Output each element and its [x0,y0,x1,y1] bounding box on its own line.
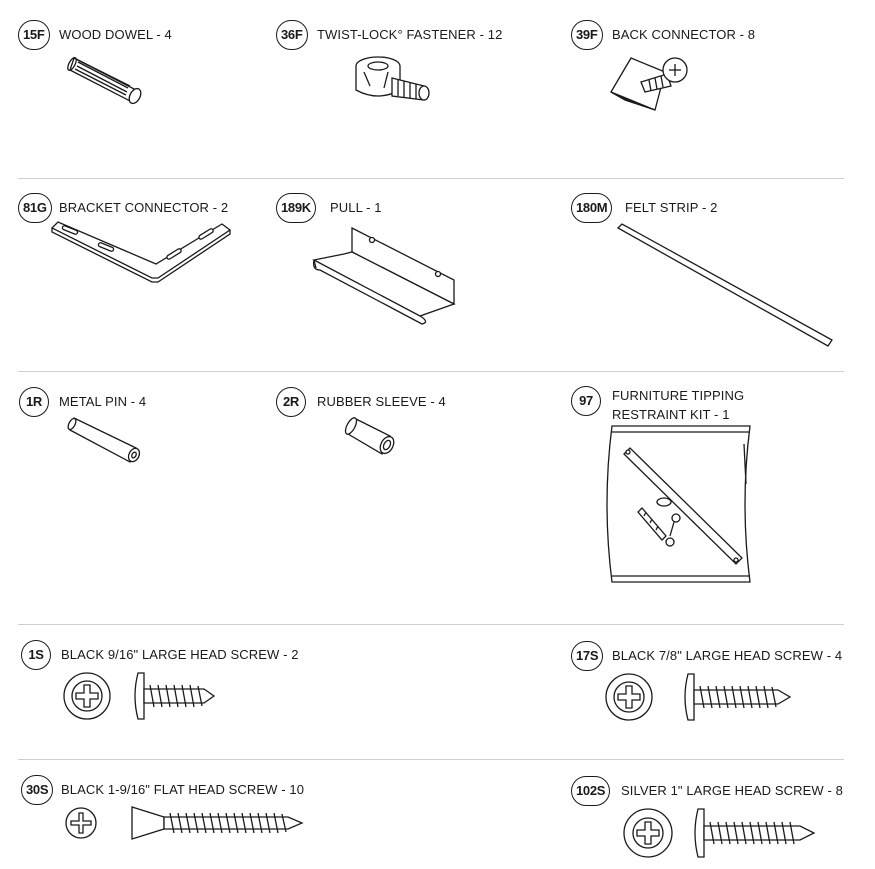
part-code-badge: 30S [21,775,53,805]
part-label [612,386,744,424]
screw-head-icon [64,806,98,840]
part-code-badge: 36F [276,20,308,50]
rubber-sleeve-illustration [346,416,398,458]
part-label: BLACK 1-9/16" FLAT HEAD SCREW - 10 [61,782,305,797]
twist-lock-fastener-illustration [352,50,442,120]
part-label: BACK CONNECTOR - 8 [612,27,756,42]
part-label: SILVER 1" LARGE HEAD SCREW - 8 [621,783,843,798]
part-label: RUBBER SLEEVE - 4 [317,394,446,409]
screw-head-icon [62,671,112,721]
part-code-badge: 17S [571,641,603,671]
part-label: WOOD DOWEL - 4 [59,27,172,42]
section-divider [18,759,844,760]
metal-pin-illustration [68,416,148,466]
part-code-badge: 180M [571,193,612,223]
part-code-badge: 2R [276,387,306,417]
screw-head-icon [604,672,654,722]
pull-illustration [312,224,462,330]
part-code-badge: 102S [571,776,610,806]
part-code-badge: 189K [276,193,316,223]
part-label-line: RESTRAINT KIT - 1 [612,407,730,422]
bracket-connector-illustration [48,218,233,286]
part-label: BLACK 9/16" LARGE HEAD SCREW - 2 [61,647,299,662]
part-label: BLACK 7/8" LARGE HEAD SCREW - 4 [612,648,843,663]
screw-side-illustration [132,671,222,721]
back-connector-illustration [605,52,700,114]
restraint-kit-bag-illustration [604,424,760,586]
part-code-badge: 97 [571,386,601,416]
part-code-badge: 81G [18,193,52,223]
screw-side-illustration [128,805,308,841]
part-label: BRACKET CONNECTOR - 2 [59,200,229,215]
part-code-badge: 1S [21,640,51,670]
section-divider [18,178,844,179]
wood-dowel-illustration [66,48,156,110]
part-label: METAL PIN - 4 [59,394,147,409]
part-label: PULL - 1 [330,200,382,215]
part-label-line: FURNITURE TIPPING [612,388,745,403]
screw-side-illustration [682,672,797,722]
part-code-badge: 39F [571,20,603,50]
section-divider [18,624,844,625]
felt-strip-illustration [616,222,836,350]
part-code-badge: 1R [19,387,49,417]
section-divider [18,371,844,372]
screw-side-illustration [692,807,822,859]
screw-head-icon [622,807,674,859]
part-label: TWIST-LOCK° FASTENER - 12 [317,27,503,42]
part-code-badge: 15F [18,20,50,50]
part-label: FELT STRIP - 2 [625,200,718,215]
